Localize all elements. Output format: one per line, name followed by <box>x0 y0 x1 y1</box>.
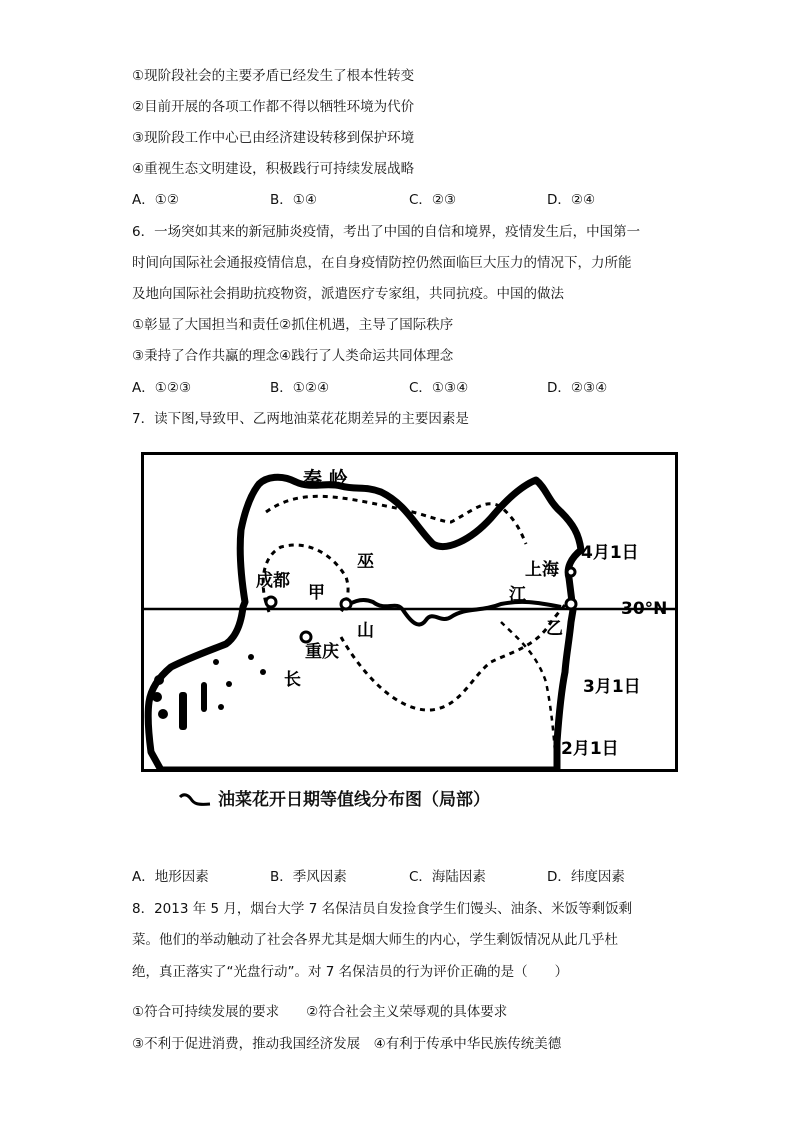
q7-options <box>132 867 692 887</box>
map-caption <box>178 786 490 814</box>
q5-options <box>132 190 692 210</box>
label-yi: 乙 <box>546 619 563 639</box>
map-frame <box>143 454 677 771</box>
chongqing-dot <box>301 632 311 642</box>
q8-stem-line-1: 8．2013 年 5 月，烟台大学 7 名保洁员自发捡食学生们馒头、油条、米饭等剩饭剩 <box>132 901 633 917</box>
q6-option-c[interactable]: C．①③④ <box>409 380 469 396</box>
q8-stem-line-3: 绝，真正落实了“光盘行动”。对 7 名保洁员的行为评价正确的是（ ） <box>132 964 569 980</box>
q5-item-2: ②目前开展的各项工作都不得以牺牲环境为代价 <box>132 99 415 115</box>
isoline-legend-icon <box>178 791 212 809</box>
q6-stem-line-1: 6．一场突如其来的新冠肺炎疫情，考出了中国的自信和境界，疫情发生后，中国第一 <box>132 224 641 240</box>
label-feb-1: 2月1日 <box>561 739 619 759</box>
q5-option-d[interactable]: D．②④ <box>547 192 596 208</box>
yi-dot <box>566 599 576 609</box>
label-chongqing: 重庆 <box>305 642 339 662</box>
rapeseed-bloom-map <box>141 452 678 772</box>
q5-item-1: ①现阶段社会的主要矛盾已经发生了根本性转变 <box>132 68 415 84</box>
q5-item-3: ③现阶段工作中心已由经济建设转移到保护环境 <box>132 130 415 146</box>
label-chengdu: 成都 <box>256 571 290 591</box>
chengdu-dot <box>266 597 276 607</box>
label-qinling: 秦 岭 <box>303 468 348 490</box>
q7-option-a[interactable]: A．地形因素 <box>132 869 209 885</box>
q8-item-line-2: ③不利于促进消费，推动我国经济发展 ④有利于传承中华民族传统美德 <box>132 1036 562 1052</box>
label-jia: 甲 <box>308 583 325 603</box>
label-shan: 山 <box>357 621 374 641</box>
q7-option-b[interactable]: B．季风因素 <box>270 869 347 885</box>
q6-item-line-1: ①彰显了大国担当和责任②抓住机遇，主导了国际秩序 <box>132 317 454 333</box>
q6-option-b[interactable]: B．①②④ <box>270 380 330 396</box>
map-caption-text: 油菜花开日期等值线分布图（局部） <box>218 790 490 810</box>
label-mar-1: 3月1日 <box>583 677 641 697</box>
q7-option-d[interactable]: D．纬度因素 <box>547 869 625 885</box>
shanghai-dot <box>567 568 575 576</box>
q6-stem-line-2: 时间向国际社会通报疫情信息，在自身疫情防控仍然面临巨大压力的情况下，力所能 <box>132 255 632 271</box>
jia-dot <box>341 599 351 609</box>
q8-item-line-1: ①符合可持续发展的要求 ②符合社会主义荣辱观的具体要求 <box>132 1004 508 1020</box>
q5-option-c[interactable]: C．②③ <box>409 192 457 208</box>
q6-stem-line-3: 及地向国际社会捐助抗疫物资，派遣医疗专家组，共同抗疫。中国的做法 <box>132 286 564 302</box>
q6-options <box>132 378 692 398</box>
q7-option-c[interactable]: C．海陆因素 <box>409 869 486 885</box>
q8-stem-line-2: 菜。他们的举动触动了社会各界尤其是烟大师生的内心，学生剩饭情况从此几乎杜 <box>132 932 618 948</box>
q5-option-b[interactable]: B．①④ <box>270 192 317 208</box>
q5-option-a[interactable]: A．①② <box>132 192 179 208</box>
label-jiang: 江 <box>509 585 526 605</box>
q6-option-d[interactable]: D．②③④ <box>547 380 608 396</box>
q7-stem: 7．读下图,导致甲、乙两地油菜花花期差异的主要因素是 <box>132 411 469 427</box>
label-apr-1: 4月1日 <box>581 543 639 563</box>
label-chang: 长 <box>284 670 301 690</box>
q5-item-4: ④重视生态文明建设，积极践行可持续发展战略 <box>132 161 415 177</box>
label-30n: 30°N <box>621 599 668 619</box>
q6-option-a[interactable]: A．①②③ <box>132 380 192 396</box>
label-shanghai: 上海 <box>525 560 559 580</box>
label-wu: 巫 <box>357 552 374 572</box>
q6-item-line-2: ③秉持了合作共赢的理念④践行了人类命运共同体理念 <box>132 348 454 364</box>
